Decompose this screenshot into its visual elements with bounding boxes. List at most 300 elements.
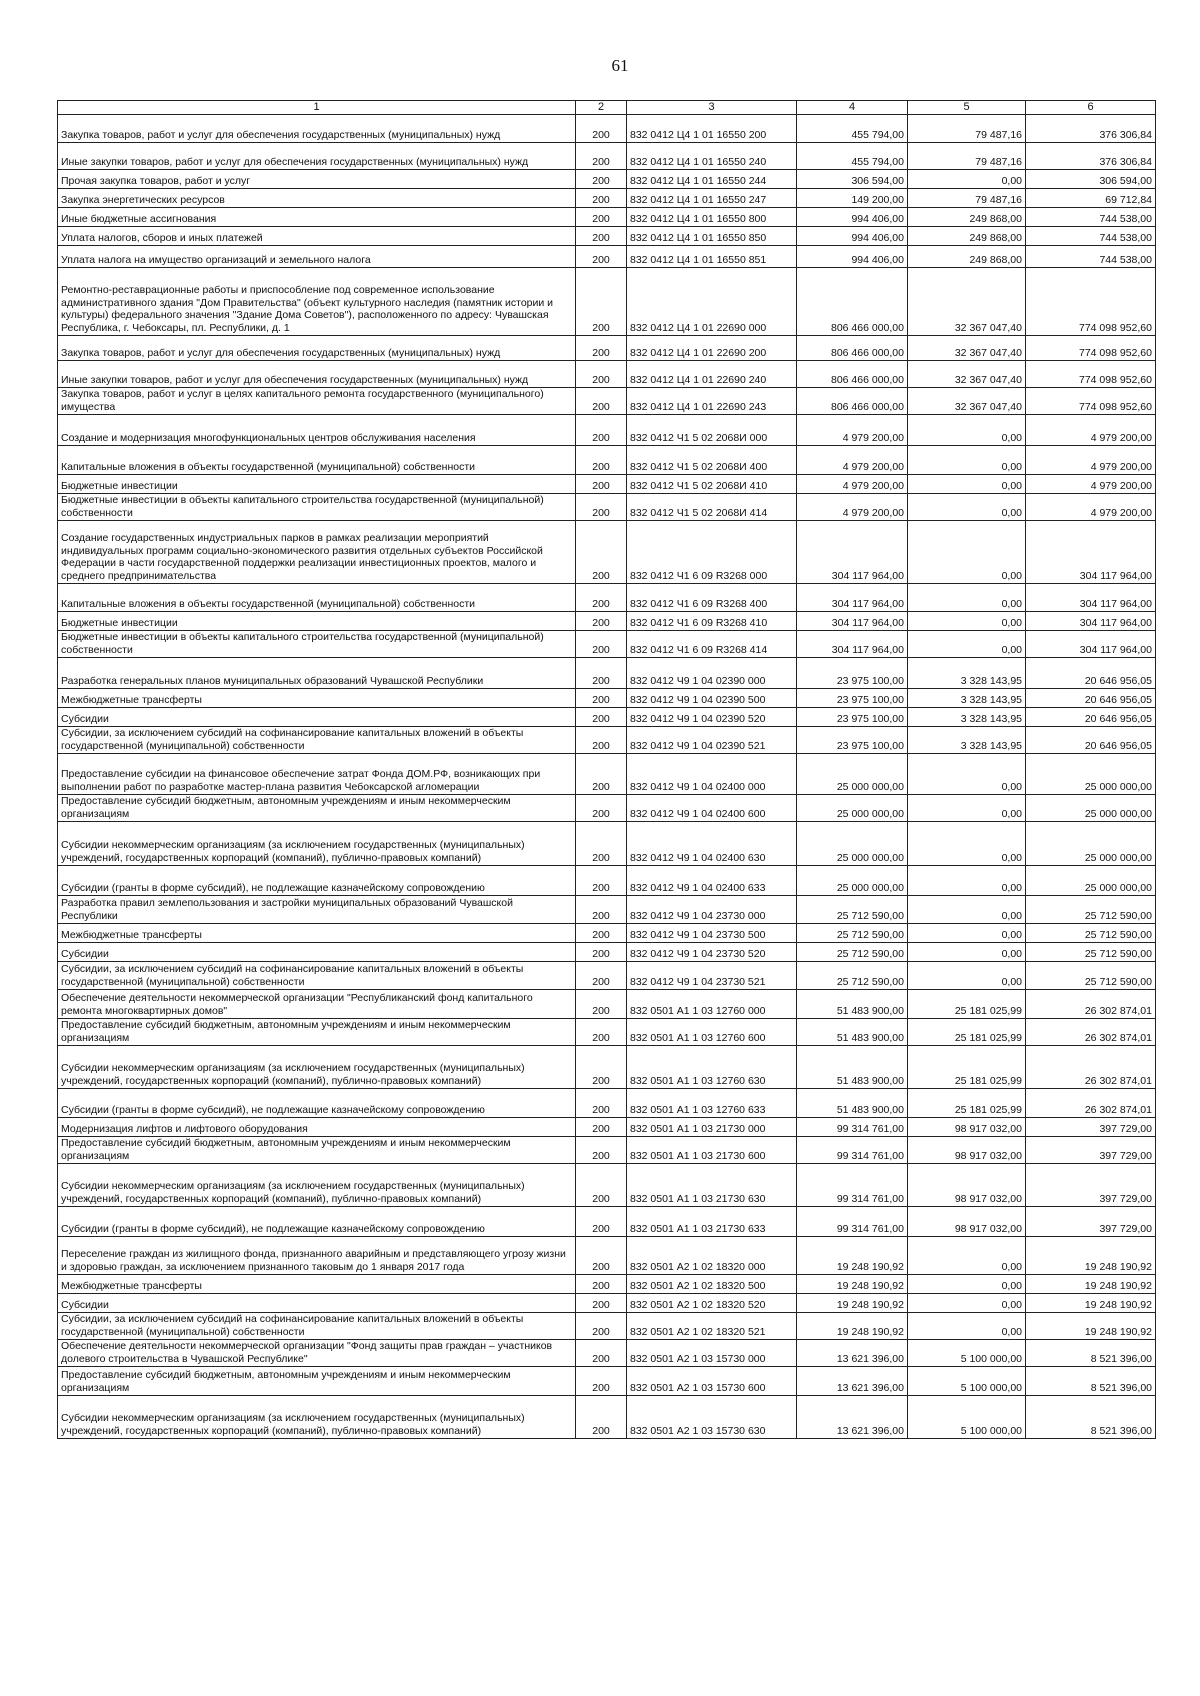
row-value-col5: 0,00 bbox=[908, 896, 1026, 924]
row-value-col6: 397 729,00 bbox=[1026, 1137, 1156, 1164]
row-value-col4: 4 979 200,00 bbox=[797, 494, 908, 521]
row-value-col5: 79 487,16 bbox=[908, 115, 1026, 143]
row-value-col5: 25 181 025,99 bbox=[908, 1019, 1026, 1046]
row-value-col4: 304 117 964,00 bbox=[797, 584, 908, 612]
row-value-col5: 98 917 032,00 bbox=[908, 1137, 1026, 1164]
row-description: Субсидии (гранты в форме субсидий), не подлежащие казначейскому сопровождению bbox=[58, 1207, 576, 1237]
row-org-code: 200 bbox=[576, 1275, 627, 1294]
row-value-col5: 0,00 bbox=[908, 612, 1026, 631]
row-value-col5: 5 100 000,00 bbox=[908, 1367, 1026, 1396]
row-description: Бюджетные инвестиции bbox=[58, 475, 576, 494]
row-value-col5: 32 367 047,40 bbox=[908, 361, 1026, 388]
row-value-col6: 19 248 190,92 bbox=[1026, 1237, 1156, 1275]
row-value-col4: 99 314 761,00 bbox=[797, 1118, 908, 1137]
row-value-col6: 397 729,00 bbox=[1026, 1207, 1156, 1237]
row-value-col4: 994 406,00 bbox=[797, 208, 908, 227]
row-description: Предоставление субсидий бюджетным, автономным учреждениям и иным некоммерческим организациям bbox=[58, 795, 576, 822]
row-value-col6: 25 712 590,00 bbox=[1026, 896, 1156, 924]
row-org-code: 200 bbox=[576, 115, 627, 143]
row-value-col5: 249 868,00 bbox=[908, 246, 1026, 268]
table-row bbox=[58, 446, 1156, 475]
table-row bbox=[58, 1237, 1156, 1275]
row-value-col4: 455 794,00 bbox=[797, 143, 908, 170]
row-classification-code: 832 0501 А1 1 03 21730 600 bbox=[627, 1137, 797, 1164]
row-value-col6: 26 302 874,01 bbox=[1026, 1019, 1156, 1046]
row-classification-code: 832 0501 А1 1 03 12760 600 bbox=[627, 1019, 797, 1046]
row-value-col4: 4 979 200,00 bbox=[797, 475, 908, 494]
row-value-col4: 806 466 000,00 bbox=[797, 361, 908, 388]
row-classification-code: 832 0412 Ц4 1 01 22690 200 bbox=[627, 336, 797, 361]
row-classification-code: 832 0412 Ц4 1 01 16550 200 bbox=[627, 115, 797, 143]
row-value-col5: 3 328 143,95 bbox=[908, 708, 1026, 727]
row-value-col5: 5 100 000,00 bbox=[908, 1396, 1026, 1439]
table-row bbox=[58, 227, 1156, 246]
row-value-col4: 25 712 590,00 bbox=[797, 924, 908, 943]
row-org-code: 200 bbox=[576, 962, 627, 990]
row-description: Уплата налога на имущество организаций и земельного налога bbox=[58, 246, 576, 268]
row-value-col5: 0,00 bbox=[908, 754, 1026, 795]
row-value-col6: 304 117 964,00 bbox=[1026, 521, 1156, 584]
row-description: Иные бюджетные ассигнования bbox=[58, 208, 576, 227]
table-row bbox=[58, 754, 1156, 795]
row-classification-code: 832 0412 Ч1 5 02 2068И 000 bbox=[627, 415, 797, 446]
row-value-col5: 32 367 047,40 bbox=[908, 336, 1026, 361]
row-classification-code: 832 0412 Ч9 1 04 23730 520 bbox=[627, 943, 797, 962]
row-org-code: 200 bbox=[576, 361, 627, 388]
row-classification-code: 832 0412 Ч9 1 04 02390 520 bbox=[627, 708, 797, 727]
row-classification-code: 832 0412 Ч1 5 02 2068И 400 bbox=[627, 446, 797, 475]
row-classification-code: 832 0412 Ч9 1 04 02400 000 bbox=[627, 754, 797, 795]
table-body bbox=[58, 115, 1156, 1439]
table-row bbox=[58, 708, 1156, 727]
row-description: Межбюджетные трансферты bbox=[58, 689, 576, 708]
row-value-col5: 0,00 bbox=[908, 475, 1026, 494]
row-value-col6: 306 594,00 bbox=[1026, 170, 1156, 189]
row-description: Прочая закупка товаров, работ и услуг bbox=[58, 170, 576, 189]
row-classification-code: 832 0501 А2 1 02 18320 000 bbox=[627, 1237, 797, 1275]
row-value-col4: 806 466 000,00 bbox=[797, 268, 908, 336]
row-value-col5: 0,00 bbox=[908, 1237, 1026, 1275]
row-value-col6: 19 248 190,92 bbox=[1026, 1275, 1156, 1294]
row-value-col6: 8 521 396,00 bbox=[1026, 1340, 1156, 1367]
row-value-col5: 79 487,16 bbox=[908, 189, 1026, 208]
row-value-col4: 19 248 190,92 bbox=[797, 1275, 908, 1294]
row-value-col4: 25 712 590,00 bbox=[797, 943, 908, 962]
row-value-col4: 13 621 396,00 bbox=[797, 1340, 908, 1367]
row-org-code: 200 bbox=[576, 822, 627, 866]
row-value-col5: 0,00 bbox=[908, 924, 1026, 943]
row-classification-code: 832 0412 Ч9 1 04 02400 600 bbox=[627, 795, 797, 822]
table-row bbox=[58, 170, 1156, 189]
table-row bbox=[58, 475, 1156, 494]
row-org-code: 200 bbox=[576, 446, 627, 475]
row-value-col5: 98 917 032,00 bbox=[908, 1207, 1026, 1237]
row-description: Субсидии bbox=[58, 1294, 576, 1313]
row-description: Создание государственных индустриальных парков в рамках реализации мероприятий индивидуальных программ социально-экономического развития отдельных субъектов Российской Федерации в части государственной поддержки реализации инвестиционных проектов, малого и среднего предпринимательства bbox=[58, 521, 576, 584]
row-value-col5: 25 181 025,99 bbox=[908, 1089, 1026, 1118]
row-value-col4: 304 117 964,00 bbox=[797, 612, 908, 631]
row-value-col5: 32 367 047,40 bbox=[908, 388, 1026, 415]
row-org-code: 200 bbox=[576, 415, 627, 446]
row-org-code: 200 bbox=[576, 708, 627, 727]
row-value-col4: 99 314 761,00 bbox=[797, 1164, 908, 1207]
row-value-col4: 149 200,00 bbox=[797, 189, 908, 208]
row-value-col6: 25 000 000,00 bbox=[1026, 754, 1156, 795]
row-classification-code: 832 0501 А1 1 03 12760 633 bbox=[627, 1089, 797, 1118]
row-description: Иные закупки товаров, работ и услуг для обеспечения государственных (муниципальных) нужд bbox=[58, 143, 576, 170]
row-value-col5: 3 328 143,95 bbox=[908, 658, 1026, 689]
row-description: Субсидии, за исключением субсидий на софинансирование капитальных вложений в объекты государственной (муниципальной) собственности bbox=[58, 727, 576, 754]
table-row bbox=[58, 795, 1156, 822]
row-value-col6: 376 306,84 bbox=[1026, 115, 1156, 143]
table-row bbox=[58, 1340, 1156, 1367]
row-value-col5: 0,00 bbox=[908, 446, 1026, 475]
row-value-col5: 3 328 143,95 bbox=[908, 727, 1026, 754]
row-description: Обеспечение деятельности некоммерческой организации "Фонд защиты прав граждан – участников долевого строительства в Чувашской Республике" bbox=[58, 1340, 576, 1367]
row-value-col5: 0,00 bbox=[908, 822, 1026, 866]
row-value-col6: 397 729,00 bbox=[1026, 1164, 1156, 1207]
table-row bbox=[58, 962, 1156, 990]
row-classification-code: 832 0501 А2 1 02 18320 521 bbox=[627, 1313, 797, 1340]
row-value-col5: 32 367 047,40 bbox=[908, 268, 1026, 336]
row-value-col5: 249 868,00 bbox=[908, 227, 1026, 246]
row-org-code: 200 bbox=[576, 612, 627, 631]
column-header-4: 4 bbox=[797, 101, 908, 115]
row-classification-code: 832 0412 Ч9 1 04 23730 000 bbox=[627, 896, 797, 924]
row-description: Бюджетные инвестиции в объекты капитального строительства государственной (муниципальной) собственности bbox=[58, 494, 576, 521]
row-classification-code: 832 0412 Ц4 1 01 16550 851 bbox=[627, 246, 797, 268]
row-value-col4: 99 314 761,00 bbox=[797, 1207, 908, 1237]
row-value-col5: 0,00 bbox=[908, 170, 1026, 189]
row-org-code: 200 bbox=[576, 1340, 627, 1367]
row-value-col6: 25 000 000,00 bbox=[1026, 866, 1156, 896]
row-classification-code: 832 0412 Ц4 1 01 16550 244 bbox=[627, 170, 797, 189]
row-value-col4: 994 406,00 bbox=[797, 246, 908, 268]
row-description: Закупка энергетических ресурсов bbox=[58, 189, 576, 208]
row-value-col6: 20 646 956,05 bbox=[1026, 727, 1156, 754]
row-value-col4: 13 621 396,00 bbox=[797, 1367, 908, 1396]
row-value-col6: 774 098 952,60 bbox=[1026, 268, 1156, 336]
table-row bbox=[58, 268, 1156, 336]
row-value-col6: 8 521 396,00 bbox=[1026, 1396, 1156, 1439]
row-classification-code: 832 0412 Ц4 1 01 16550 800 bbox=[627, 208, 797, 227]
row-description: Капитальные вложения в объекты государственной (муниципальной) собственности bbox=[58, 446, 576, 475]
row-org-code: 200 bbox=[576, 1019, 627, 1046]
row-value-col5: 0,00 bbox=[908, 494, 1026, 521]
row-classification-code: 832 0412 Ц4 1 01 16550 240 bbox=[627, 143, 797, 170]
table-row bbox=[58, 115, 1156, 143]
row-description: Межбюджетные трансферты bbox=[58, 924, 576, 943]
row-value-col4: 23 975 100,00 bbox=[797, 689, 908, 708]
row-description: Обеспечение деятельности некоммерческой организации "Республиканский фонд капитального ремонта многоквартирных домов" bbox=[58, 990, 576, 1019]
row-description: Разработка правил землепользования и застройки муниципальных образований Чувашской Республики bbox=[58, 896, 576, 924]
table-row bbox=[58, 990, 1156, 1019]
row-value-col6: 304 117 964,00 bbox=[1026, 631, 1156, 658]
row-description: Предоставление субсидии на финансовое обеспечение затрат Фонда ДОМ.РФ, возникающих при выполнении работ по разработке мастер-плана развития Чебоксарской агломерации bbox=[58, 754, 576, 795]
row-value-col4: 25 712 590,00 bbox=[797, 896, 908, 924]
row-description: Уплата налогов, сборов и иных платежей bbox=[58, 227, 576, 246]
table-row bbox=[58, 1019, 1156, 1046]
row-value-col6: 26 302 874,01 bbox=[1026, 1046, 1156, 1089]
row-classification-code: 832 0501 А2 1 02 18320 520 bbox=[627, 1294, 797, 1313]
row-description: Субсидии некоммерческим организациям (за исключением государственных (муниципальных) учреждений, государственных корпораций (компаний), публично-правовых компаний) bbox=[58, 1396, 576, 1439]
row-value-col4: 806 466 000,00 bbox=[797, 388, 908, 415]
row-classification-code: 832 0412 Ц4 1 01 22690 243 bbox=[627, 388, 797, 415]
row-value-col5: 0,00 bbox=[908, 795, 1026, 822]
row-org-code: 200 bbox=[576, 658, 627, 689]
row-org-code: 200 bbox=[576, 208, 627, 227]
row-org-code: 200 bbox=[576, 170, 627, 189]
row-value-col5: 0,00 bbox=[908, 943, 1026, 962]
row-value-col6: 19 248 190,92 bbox=[1026, 1294, 1156, 1313]
column-header-1: 1 bbox=[58, 101, 576, 115]
row-org-code: 200 bbox=[576, 268, 627, 336]
row-description: Субсидии bbox=[58, 708, 576, 727]
row-value-col6: 397 729,00 bbox=[1026, 1118, 1156, 1137]
row-org-code: 200 bbox=[576, 1294, 627, 1313]
row-value-col5: 25 181 025,99 bbox=[908, 1046, 1026, 1089]
row-value-col6: 4 979 200,00 bbox=[1026, 475, 1156, 494]
table-row bbox=[58, 612, 1156, 631]
row-description: Межбюджетные трансферты bbox=[58, 1275, 576, 1294]
table-row bbox=[58, 1275, 1156, 1294]
table-row bbox=[58, 924, 1156, 943]
table-row bbox=[58, 1118, 1156, 1137]
table-header-row bbox=[58, 101, 1156, 115]
row-value-col4: 51 483 900,00 bbox=[797, 1019, 908, 1046]
row-classification-code: 832 0412 Ч9 1 04 23730 500 bbox=[627, 924, 797, 943]
row-classification-code: 832 0412 Ч1 6 09 R3268 000 bbox=[627, 521, 797, 584]
row-value-col4: 4 979 200,00 bbox=[797, 415, 908, 446]
row-value-col4: 51 483 900,00 bbox=[797, 1046, 908, 1089]
table-row bbox=[58, 1367, 1156, 1396]
row-value-col5: 3 328 143,95 bbox=[908, 689, 1026, 708]
row-value-col5: 79 487,16 bbox=[908, 143, 1026, 170]
row-org-code: 200 bbox=[576, 631, 627, 658]
row-classification-code: 832 0412 Ч9 1 04 23730 521 bbox=[627, 962, 797, 990]
row-value-col6: 4 979 200,00 bbox=[1026, 446, 1156, 475]
row-value-col4: 25 712 590,00 bbox=[797, 962, 908, 990]
row-value-col6: 744 538,00 bbox=[1026, 208, 1156, 227]
row-classification-code: 832 0501 А1 1 03 21730 630 bbox=[627, 1164, 797, 1207]
row-value-col6: 25 000 000,00 bbox=[1026, 822, 1156, 866]
row-org-code: 200 bbox=[576, 1396, 627, 1439]
row-org-code: 200 bbox=[576, 1164, 627, 1207]
table-row bbox=[58, 208, 1156, 227]
row-value-col6: 774 098 952,60 bbox=[1026, 388, 1156, 415]
table-row bbox=[58, 896, 1156, 924]
row-description: Предоставление субсидий бюджетным, автономным учреждениям и иным некоммерческим организациям bbox=[58, 1137, 576, 1164]
row-classification-code: 832 0412 Ч9 1 04 02390 521 bbox=[627, 727, 797, 754]
row-org-code: 200 bbox=[576, 336, 627, 361]
row-value-col4: 51 483 900,00 bbox=[797, 1089, 908, 1118]
row-org-code: 200 bbox=[576, 1118, 627, 1137]
row-classification-code: 832 0501 А1 1 03 12760 000 bbox=[627, 990, 797, 1019]
row-org-code: 200 bbox=[576, 189, 627, 208]
row-classification-code: 832 0412 Ц4 1 01 16550 247 bbox=[627, 189, 797, 208]
row-classification-code: 832 0412 Ч9 1 04 02400 633 bbox=[627, 866, 797, 896]
row-description: Создание и модернизация многофункциональных центров обслуживания населения bbox=[58, 415, 576, 446]
row-description: Бюджетные инвестиции в объекты капитального строительства государственной (муниципальной) собственности bbox=[58, 631, 576, 658]
row-org-code: 200 bbox=[576, 1089, 627, 1118]
row-value-col6: 774 098 952,60 bbox=[1026, 336, 1156, 361]
table-row bbox=[58, 584, 1156, 612]
row-org-code: 200 bbox=[576, 584, 627, 612]
row-value-col6: 744 538,00 bbox=[1026, 246, 1156, 268]
row-org-code: 200 bbox=[576, 990, 627, 1019]
row-org-code: 200 bbox=[576, 689, 627, 708]
row-description: Бюджетные инвестиции bbox=[58, 612, 576, 631]
row-org-code: 200 bbox=[576, 246, 627, 268]
table-row bbox=[58, 246, 1156, 268]
table-row bbox=[58, 415, 1156, 446]
row-value-col5: 0,00 bbox=[908, 584, 1026, 612]
row-value-col4: 13 621 396,00 bbox=[797, 1396, 908, 1439]
row-org-code: 200 bbox=[576, 866, 627, 896]
table-row bbox=[58, 658, 1156, 689]
row-classification-code: 832 0412 Ч1 5 02 2068И 414 bbox=[627, 494, 797, 521]
row-value-col6: 4 979 200,00 bbox=[1026, 415, 1156, 446]
row-value-col4: 25 000 000,00 bbox=[797, 822, 908, 866]
row-description: Ремонтно-реставрационные работы и приспособление под современное использование административного здания "Дом Правительства" (объект культурного наследия (памятник истории и культуры) федерального значения "Здание Дома Советов"), расположенного по адресу: Чувашская Республика, г. Чебоксары, пл. Республики, д. 1 bbox=[58, 268, 576, 336]
row-description: Субсидии (гранты в форме субсидий), не подлежащие казначейскому сопровождению bbox=[58, 1089, 576, 1118]
row-org-code: 200 bbox=[576, 924, 627, 943]
row-classification-code: 832 0412 Ч9 1 04 02390 000 bbox=[627, 658, 797, 689]
row-org-code: 200 bbox=[576, 1237, 627, 1275]
row-value-col5: 0,00 bbox=[908, 631, 1026, 658]
row-value-col4: 51 483 900,00 bbox=[797, 990, 908, 1019]
table-row bbox=[58, 943, 1156, 962]
row-description: Модернизация лифтов и лифтового оборудования bbox=[58, 1118, 576, 1137]
row-description: Предоставление субсидий бюджетным, автономным учреждениям и иным некоммерческим организациям bbox=[58, 1367, 576, 1396]
table-row bbox=[58, 727, 1156, 754]
row-value-col6: 25 712 590,00 bbox=[1026, 962, 1156, 990]
row-value-col6: 8 521 396,00 bbox=[1026, 1367, 1156, 1396]
row-value-col4: 25 000 000,00 bbox=[797, 795, 908, 822]
row-classification-code: 832 0412 Ч1 6 09 R3268 400 bbox=[627, 584, 797, 612]
row-description: Иные закупки товаров, работ и услуг для обеспечения государственных (муниципальных) нужд bbox=[58, 361, 576, 388]
row-value-col4: 304 117 964,00 bbox=[797, 631, 908, 658]
row-description: Закупка товаров, работ и услуг для обеспечения государственных (муниципальных) нужд bbox=[58, 336, 576, 361]
row-value-col5: 249 868,00 bbox=[908, 208, 1026, 227]
row-org-code: 200 bbox=[576, 943, 627, 962]
page-number: 61 bbox=[611, 56, 629, 75]
column-header-5: 5 bbox=[908, 101, 1026, 115]
table-row bbox=[58, 1396, 1156, 1439]
row-classification-code: 832 0412 Ч9 1 04 02390 500 bbox=[627, 689, 797, 708]
row-classification-code: 832 0412 Ц4 1 01 22690 240 bbox=[627, 361, 797, 388]
row-value-col5: 5 100 000,00 bbox=[908, 1340, 1026, 1367]
row-value-col5: 25 181 025,99 bbox=[908, 990, 1026, 1019]
row-org-code: 200 bbox=[576, 795, 627, 822]
row-org-code: 200 bbox=[576, 1367, 627, 1396]
row-description: Закупка товаров, работ и услуг в целях капитального ремонта государственного (муниципального) имущества bbox=[58, 388, 576, 415]
row-value-col4: 25 000 000,00 bbox=[797, 754, 908, 795]
row-description: Субсидии некоммерческим организациям (за исключением государственных (муниципальных) учреждений, государственных корпораций (компаний), публично-правовых компаний) bbox=[58, 822, 576, 866]
row-classification-code: 832 0501 А1 1 03 21730 000 bbox=[627, 1118, 797, 1137]
row-value-col4: 19 248 190,92 bbox=[797, 1313, 908, 1340]
row-org-code: 200 bbox=[576, 475, 627, 494]
table-row bbox=[58, 1046, 1156, 1089]
row-description: Разработка генеральных планов муниципальных образований Чувашской Республики bbox=[58, 658, 576, 689]
table-row bbox=[58, 631, 1156, 658]
row-value-col6: 304 117 964,00 bbox=[1026, 584, 1156, 612]
row-value-col4: 455 794,00 bbox=[797, 115, 908, 143]
row-value-col4: 994 406,00 bbox=[797, 227, 908, 246]
row-value-col4: 806 466 000,00 bbox=[797, 336, 908, 361]
row-value-col6: 19 248 190,92 bbox=[1026, 1313, 1156, 1340]
row-value-col6: 25 000 000,00 bbox=[1026, 795, 1156, 822]
row-classification-code: 832 0501 А2 1 02 18320 500 bbox=[627, 1275, 797, 1294]
row-org-code: 200 bbox=[576, 1207, 627, 1237]
table-row bbox=[58, 1089, 1156, 1118]
row-description: Субсидии (гранты в форме субсидий), не подлежащие казначейскому сопровождению bbox=[58, 866, 576, 896]
row-value-col5: 0,00 bbox=[908, 866, 1026, 896]
row-description: Предоставление субсидий бюджетным, автономным учреждениям и иным некоммерческим организациям bbox=[58, 1019, 576, 1046]
row-value-col4: 23 975 100,00 bbox=[797, 708, 908, 727]
row-value-col6: 69 712,84 bbox=[1026, 189, 1156, 208]
row-org-code: 200 bbox=[576, 521, 627, 584]
row-value-col5: 0,00 bbox=[908, 1313, 1026, 1340]
row-value-col5: 0,00 bbox=[908, 415, 1026, 446]
table-row bbox=[58, 866, 1156, 896]
row-value-col4: 23 975 100,00 bbox=[797, 727, 908, 754]
row-value-col6: 25 712 590,00 bbox=[1026, 943, 1156, 962]
row-value-col4: 304 117 964,00 bbox=[797, 521, 908, 584]
row-value-col5: 0,00 bbox=[908, 521, 1026, 584]
row-description: Закупка товаров, работ и услуг для обеспечения государственных (муниципальных) нужд bbox=[58, 115, 576, 143]
row-description: Капитальные вложения в объекты государственной (муниципальной) собственности bbox=[58, 584, 576, 612]
table-row bbox=[58, 494, 1156, 521]
row-org-code: 200 bbox=[576, 1137, 627, 1164]
row-value-col4: 25 000 000,00 bbox=[797, 866, 908, 896]
table-row bbox=[58, 388, 1156, 415]
table-row bbox=[58, 1137, 1156, 1164]
table-row bbox=[58, 1207, 1156, 1237]
table-row bbox=[58, 189, 1156, 208]
row-org-code: 200 bbox=[576, 388, 627, 415]
row-value-col5: 98 917 032,00 bbox=[908, 1118, 1026, 1137]
row-description: Субсидии bbox=[58, 943, 576, 962]
row-classification-code: 832 0412 Ч9 1 04 02400 630 bbox=[627, 822, 797, 866]
column-header-6: 6 bbox=[1026, 101, 1156, 115]
row-classification-code: 832 0501 А1 1 03 21730 633 bbox=[627, 1207, 797, 1237]
row-value-col6: 744 538,00 bbox=[1026, 227, 1156, 246]
row-value-col6: 304 117 964,00 bbox=[1026, 612, 1156, 631]
table-row bbox=[58, 361, 1156, 388]
row-classification-code: 832 0501 А2 1 03 15730 600 bbox=[627, 1367, 797, 1396]
row-description: Субсидии некоммерческим организациям (за исключением государственных (муниципальных) учреждений, государственных корпораций (компаний), публично-правовых компаний) bbox=[58, 1046, 576, 1089]
row-value-col4: 23 975 100,00 bbox=[797, 658, 908, 689]
row-value-col5: 0,00 bbox=[908, 1294, 1026, 1313]
row-classification-code: 832 0412 Ц4 1 01 16550 850 bbox=[627, 227, 797, 246]
row-value-col6: 20 646 956,05 bbox=[1026, 658, 1156, 689]
row-value-col5: 98 917 032,00 bbox=[908, 1164, 1026, 1207]
row-value-col4: 99 314 761,00 bbox=[797, 1137, 908, 1164]
row-description: Переселение граждан из жилищного фонда, признанного аварийным и представляющего угрозу жизни и здоровью граждан, за исключением признанного таковым до 1 января 2017 года bbox=[58, 1237, 576, 1275]
row-description: Субсидии некоммерческим организациям (за исключением государственных (муниципальных) учреждений, государственных корпораций (компаний), публично-правовых компаний) bbox=[58, 1164, 576, 1207]
row-classification-code: 832 0412 Ц4 1 01 22690 000 bbox=[627, 268, 797, 336]
row-org-code: 200 bbox=[576, 143, 627, 170]
row-classification-code: 832 0501 А2 1 03 15730 000 bbox=[627, 1340, 797, 1367]
table-row bbox=[58, 822, 1156, 866]
row-value-col6: 20 646 956,05 bbox=[1026, 689, 1156, 708]
row-org-code: 200 bbox=[576, 1313, 627, 1340]
row-value-col5: 0,00 bbox=[908, 962, 1026, 990]
table-row bbox=[58, 1164, 1156, 1207]
row-value-col4: 19 248 190,92 bbox=[797, 1294, 908, 1313]
column-header-2: 2 bbox=[576, 101, 627, 115]
